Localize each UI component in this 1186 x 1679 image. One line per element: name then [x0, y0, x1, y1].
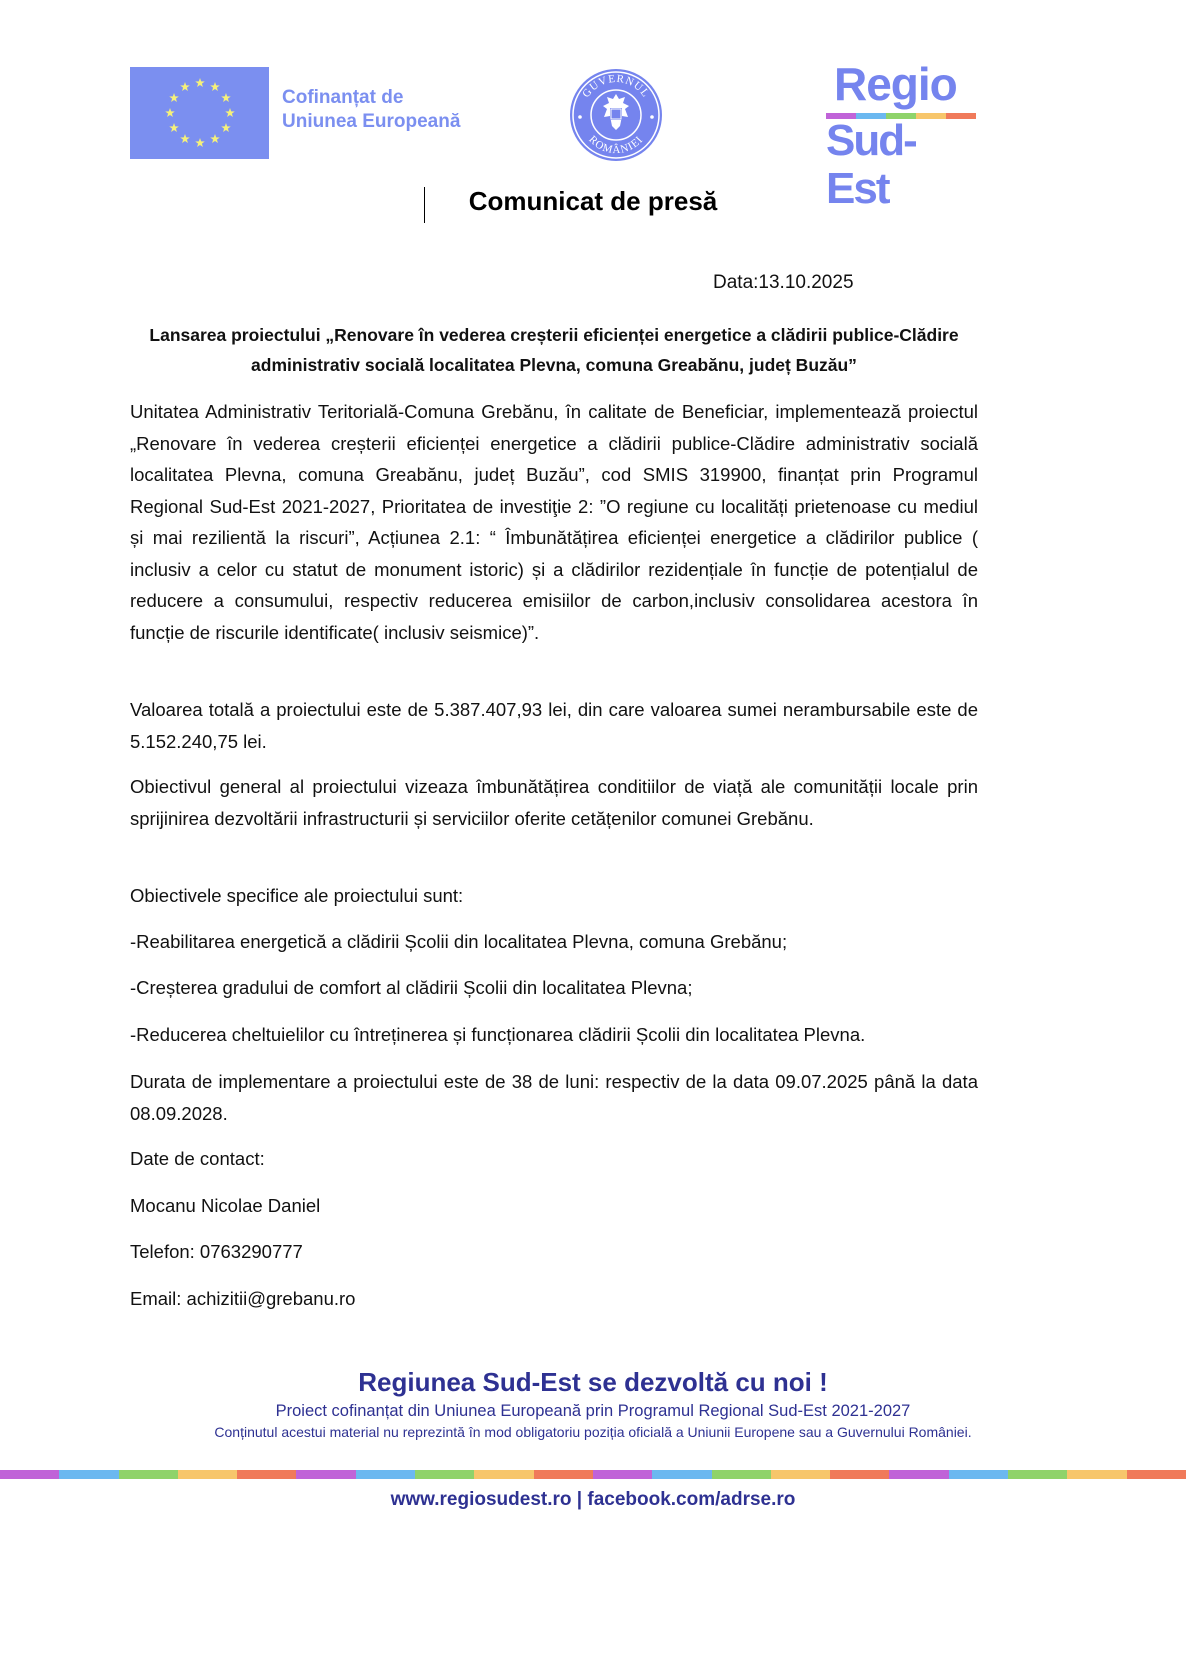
regio-sud-est-logo: [826, 58, 978, 213]
contact-phone: Telefon: 0763290777: [130, 1241, 303, 1262]
footer-links[interactable]: www.regiosudest.ro | facebook.com/adrse.ro: [390, 1489, 796, 1510]
project-value-paragraph: Valoarea totală a proiectului este de 5.387.407,93 lei, din care valoarea sumei nerambursabile este de 5.152.240,75 lei.: [130, 699, 978, 752]
footer-cofinancing-note: Proiect cofinanțat din Uniunea Europeană prin Programul Regional Sud-Est 2021-2027: [275, 1402, 911, 1420]
eu-star-icon: [221, 123, 231, 132]
contact-heading: Date de contact:: [130, 1148, 265, 1169]
svg-text:ROMÂNIEI: ROMÂNIEI: [586, 133, 646, 157]
rainbow-segment: [771, 1470, 830, 1479]
objectives-intro: Obiectivele specifice ale proiectului sunt:: [130, 885, 464, 906]
eu-star-icon: [165, 108, 175, 117]
eu-cofinancing-label: [282, 86, 460, 134]
regio-wordmark: Regio: [834, 58, 957, 110]
footer-slogan: Regiunea Sud-Est se dezvoltă cu noi !: [358, 1367, 828, 1397]
romanian-government-seal: [569, 68, 663, 162]
rainbow-segment: [534, 1470, 593, 1479]
eu-star-icon: [225, 108, 235, 117]
document-date: Data:13.10.2025: [713, 272, 854, 293]
eu-flag-logo: [130, 67, 269, 159]
rainbow-segment: [178, 1470, 237, 1479]
document-title: Comunicat de presă: [468, 186, 718, 216]
rainbow-segment: [0, 1470, 59, 1479]
eu-star-icon: [221, 93, 231, 102]
eu-star-icon: [180, 134, 190, 143]
eu-text-line2: Uniunea Europeană: [282, 111, 461, 132]
rainbow-segment: [830, 1470, 889, 1479]
rainbow-segment: [474, 1470, 533, 1479]
objective-item: -Reabilitarea energetică a clădirii Școlii din localitatea Plevna, comuna Grebănu;: [130, 931, 788, 952]
intro-paragraph: Unitatea Administrativ Teritorială-Comuna Grebănu, în calitate de Beneficiar, implementează proiectul „Renovare în vederea creșterii eficienței energetice a clădirii publice-Clădire administrativ socială localitatea Plevna, comuna Greabănu, județ Buzău”, cod SMIS 319900, finanțat prin Programul Regional Sud-Est 2021-2027, Prioritatea de investiţie 2: ”O regiune cu localități prietenoase cu mediul și mai rezilientă la riscuri”, Acțiunea 2.1: “ Îmbunătățirea eficienței energetice a clădirilor publice ( inclusiv a celor cu statut de monument istoric) și a clădirilor rezidențiale în funcție de potențialul de reducere a consumului, respectiv reducerea emisiilor de carbon,inclusiv consolidarea acestora în funcție de riscurile identificate( inclusiv seismice)”.: [130, 401, 978, 643]
eu-star-icon: [195, 138, 205, 147]
objective-item: -Reducerea cheltuielilor cu întreținerea și funcționarea clădirii Școlii din localitatea Plevna.: [130, 1024, 866, 1045]
svg-text:GUVERNUL: GUVERNUL: [580, 72, 652, 100]
eu-star-icon: [195, 78, 205, 87]
rainbow-segment: [1008, 1470, 1067, 1479]
rainbow-segment: [296, 1470, 355, 1479]
rainbow-segment: [237, 1470, 296, 1479]
rainbow-segment: [59, 1470, 118, 1479]
general-objective-paragraph: Obiectivul general al proiectului vizeaza îmbunătățirea conditiilor de viață ale comunității locale prin sprijinirea dezvoltării infrastructurii și serviciilor oferite cetățenilor comunei Grebănu.: [130, 776, 978, 829]
sud-est-wordmark: Sud-Est: [826, 116, 916, 213]
eu-star-icon: [169, 93, 179, 102]
press-release-headline: Lansarea proiectului „Renovare în vederea creșterii eficienței energetice a clădirii publice-Clădire administrativ socială localitatea Plevna, comuna Greabănu, județ Buzău”: [149, 325, 959, 375]
eu-star-icon: [210, 134, 220, 143]
contact-email: Email: achizitii@grebanu.ro: [130, 1288, 356, 1309]
rainbow-segment: [356, 1470, 415, 1479]
rainbow-segment: [1127, 1470, 1186, 1479]
rainbow-segment: [889, 1470, 948, 1479]
rainbow-segment: [1067, 1470, 1126, 1479]
rainbow-segment: [119, 1470, 178, 1479]
eu-star-icon: [210, 82, 220, 91]
eu-star-icon: [169, 123, 179, 132]
duration-paragraph: Durata de implementare a proiectului este de 38 de luni: respectiv de la data 09.07.2025 până la data 08.09.2028.: [130, 1071, 978, 1124]
rainbow-segment: [415, 1470, 474, 1479]
eu-text-line1: Cofinanțat de: [282, 87, 404, 108]
objective-item: -Creșterea gradului de comfort al clădirii Școlii din localitatea Plevna;: [130, 977, 693, 998]
rainbow-segment: [652, 1470, 711, 1479]
eu-stars-icon: [130, 67, 269, 159]
footer-rainbow-bar: [0, 1470, 1186, 1479]
rainbow-segment: [593, 1470, 652, 1479]
footer-disclaimer: Conținutul acestui material nu reprezintă în mod obligatoriu poziția oficială a Uniunii Europene sau a Guvernului României.: [214, 1424, 972, 1440]
contact-name: Mocanu Nicolae Daniel: [130, 1195, 321, 1216]
rainbow-segment: [712, 1470, 771, 1479]
coat-of-arms-icon: [569, 68, 663, 162]
eu-star-icon: [180, 82, 190, 91]
rainbow-segment: [949, 1470, 1008, 1479]
